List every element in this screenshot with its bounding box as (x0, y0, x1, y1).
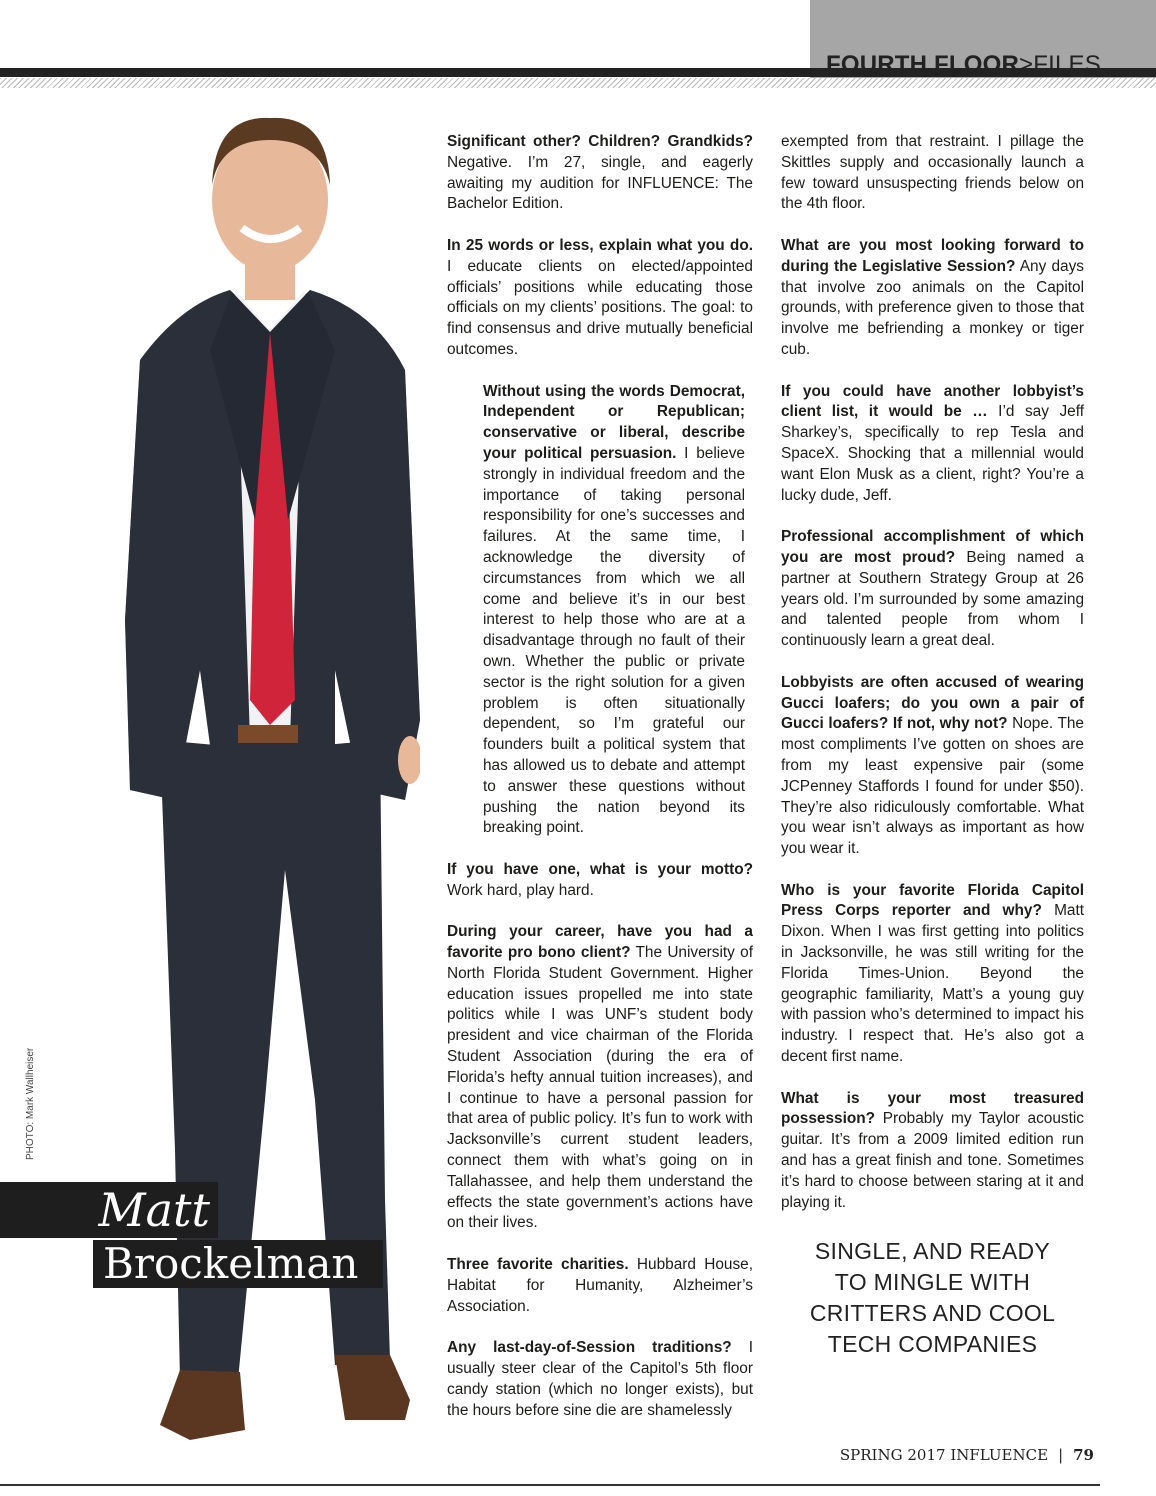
qa-answer: Hubbard House, Habitat for Humanity, Alzheimer’s Association. (447, 1256, 753, 1315)
footer-magazine: INFLUENCE (950, 1446, 1049, 1464)
qa-item (447, 382, 753, 840)
qa-question: Who is your favorite Florida Capitol Press Corps reporter and why? (781, 881, 1084, 920)
qa-item (447, 1338, 753, 1421)
page-footer (840, 1446, 1094, 1464)
qa-answer: I educate clients on elected/appointed officials’ positions while educating those officials on my clients’ positions. The goal: to find consensus and drive mutually beneficial outcomes. (447, 257, 753, 358)
qa-question: What are you most looking forward to during the Legislative Session? (781, 236, 1084, 275)
qa-item (781, 382, 1084, 507)
qa-item (447, 860, 753, 902)
footer-issue: SPRING 2017 (839, 1446, 946, 1464)
qa-item (447, 922, 753, 1234)
qa-question: Three favorite charities. (447, 1256, 629, 1274)
section-label-bold: FOURTH FLOOR (826, 51, 1020, 78)
qa-item (447, 1255, 753, 1317)
qa-question: Any last-day-of-Session traditions? (447, 1339, 732, 1357)
page-number: 79 (1073, 1446, 1094, 1464)
qa-answer: exempted from that restraint. I pillage the Skittles supply and occasionally launch a few toward unsuspecting friends below on the 4th floor. (781, 133, 1084, 213)
qa-answer: Matt Dixon. When I was first getting into politics in Jacksonville, he was still writing for the Florida Times-Union. Beyond the geographic familiarity, Matt’s a young guy with passion who’s determined to impact his industry. I respect that. He’s also got a decent first name. (781, 902, 1084, 1066)
qa-item (781, 673, 1084, 860)
qa-item (781, 881, 1084, 1068)
qa-item (781, 527, 1084, 652)
qa-question: What is your most treasured possession? (781, 1089, 1084, 1128)
qa-item (781, 1089, 1084, 1214)
section-label (826, 50, 1101, 80)
qa-item-continued (781, 132, 1084, 215)
article-column-left (447, 132, 753, 1442)
qa-answer: Any days that involve zoo animals on the Capitol grounds, with preference given to those that involve me befriending a monkey or tiger cub. (781, 257, 1085, 358)
article-column-right (781, 132, 1084, 1234)
qa-answer: Probably my Taylor acoustic guitar. It’s from a 2009 limited edition run and has a great finish and tone. Sometimes it’s hard to choose between staring at it and playing it. (781, 1110, 1084, 1211)
qa-answer: I believe strongly in individual freedom and the importance of taking personal responsibility for one’s successes and failures. At the same time, I acknowledge the diversity of circumstances from which we all come and believe it’s in our best interest to help those who are at a disadvantage through no fault of their own. Whether the public or private sector is the right solution for a given problem is often situationally dependent, so I’m grateful our founders built a political system that has allowed us to debate and attempt to answer these questions without pushing the nation beyond its breaking point. (483, 444, 745, 837)
qa-question: Lobbyists are often accused of wearing Gucci loafers; do you own a pair of Gucci loafers? If not, why not? (781, 673, 1084, 733)
qa-question: If you could have another lobbyist’s client list, it would be … (781, 382, 1084, 421)
qa-answer: Nope. The most compliments I’ve gotten on shoes are from my least expensive pair (some JCPenney Staffords I found for under $50). They’re also ridiculously comfortable. What you wear isn’t always as important as how you wear it. (781, 715, 1084, 858)
qa-item (447, 132, 753, 215)
qa-answer: Negative. I’m 27, single, and eagerly awaiting my audition for INFLUENCE: The Bachelor Edition. (447, 153, 753, 213)
name-first: Matt (0, 1182, 218, 1238)
qa-question: Without using the words Democrat, Independent or Republican; conservative or liberal, describe your political persuasion. (483, 382, 745, 462)
qa-answer: I’d say Jeff Sharkey’s, specifically to rep Tesla and SpaceX. Shocking that a millennial would want Elon Musk as a client, right? You’re a lucky dude, Jeff. (781, 403, 1085, 504)
qa-answer: Being named a partner at Southern Strategy Group at 26 years old. I’m surrounded by some amazing and talented people from whom I continuously learn a great deal. (781, 548, 1084, 650)
qa-question: During your career, have you had a favorite pro bono client? (447, 923, 753, 962)
qa-item (781, 236, 1084, 361)
qa-question: In 25 words or less, explain what you do. (447, 236, 753, 254)
photo-credit: PHOTO: Mark Wallheiser (25, 1047, 36, 1160)
footer-separator: | (1058, 1446, 1064, 1464)
section-label-rest: >FILES (1019, 51, 1101, 78)
name-last: Brockelman (93, 1240, 383, 1288)
qa-item (447, 236, 753, 361)
qa-answer: The University of North Florida Student Government. Higher education issues propelled me into state politics while I was UNF’s student body president and vice chairman of the Florida Student Association (during the era of Florida’s hefty annual tuition increases), and I continue to have a personal passion for that area of public policy. It’s fun to work with Jacksonville’s current student leaders, connect them with what’s going on in Tallahassee, and help them understand the effects the state government’s actions have on their lives. (447, 944, 754, 1232)
footer-rule (0, 1484, 1100, 1486)
qa-answer: I usually steer clear of the Capitol’s 5th floor candy station (which no longer exists), but the hours before sine die are shamelessly (447, 1339, 753, 1419)
qa-question: Significant other? Children? Grandkids? (447, 133, 753, 150)
qa-question: If you have one, what is your motto? (447, 860, 753, 878)
qa-question: Professional accomplishment of which you are most proud? (781, 528, 1084, 566)
qa-answer: Work hard, play hard. (447, 881, 594, 899)
pull-quote: SINGLE, AND READY TO MINGLE WITH CRITTERS AND COOL TECH COMPANIES (809, 1238, 1056, 1357)
